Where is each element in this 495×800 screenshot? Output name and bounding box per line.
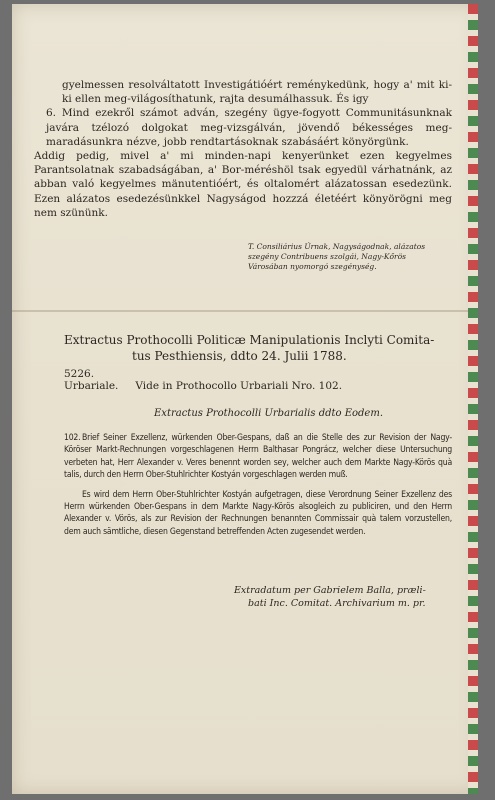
sub-extract-title: Extractus Prothocolli Urbarialis ddto Eodem.: [154, 408, 384, 419]
paragraph-number: 102.: [64, 433, 81, 443]
extract-heading: [64, 332, 456, 364]
upper-text-block: [34, 78, 452, 220]
heading-line-1: Extractus Prothocolli Politicæ Manipulationis Inclyti Comita-: [64, 333, 435, 347]
paragraph-6-text: Mind ezekről számot adván, szegény ügye-fogyott Communitásunknak javára tzélozó dolgokat meg-vizsgálván, jövendő békességes meg-maradásunkra nézve, jobb rendtartásoknak szabásáért könyörgünk.: [46, 107, 452, 148]
reference-text: Vide in Prothocollo Urbariali Nro. 102.: [135, 380, 343, 392]
paragraph-102-text: Brief Seiner Exzellenz, würkenden Ober-Gespans, daß an die Stelle des zur Revision der Nagy-Köröser Markt-Rechnungen vorgeschlagenen Herrn Balthasar Pongrácz, welcher diese Untersuchung verbeten hat, Herr Alexander v. Veres benennt worden sey, welcher auch dem Markte Nagy-Körös quà talis, durch den Herrn Ober-Stuhlrichter Kostyán vorgeschlagen werden muß.: [64, 433, 452, 481]
paragraph-6: [46, 106, 452, 149]
closing-line-2: bati Inc. Comitat. Archivarium m. pr.: [248, 598, 426, 609]
signoff-note: T. Consiliárius Úrnak, Nagyságodnak, alázatos szegény Contribuens szolgái, Nagy-Kőrös Városában nyomorgó szegénység.: [248, 242, 426, 271]
reference-number: 5226. Urbariale.: [64, 368, 119, 392]
german-text-block: [64, 432, 452, 545]
paragraph-102: [64, 432, 452, 482]
paragraph-number: 6.: [46, 107, 57, 120]
closing-attestation: [234, 584, 454, 610]
fold-crease: [12, 310, 468, 312]
document-page: [12, 4, 478, 794]
binding-ribbon: [468, 4, 478, 794]
reference-line: [64, 368, 342, 392]
paragraph-continuation: gyelmessen resolváltatott Investigátióért reménykedünk, hogy a' mit ki-ki ellen meg-világosíthatunk, rajta desumálhassuk. És igy: [62, 79, 452, 106]
closing-line-1: Extradatum per Gabrielem Balla, præli-: [234, 585, 426, 596]
paragraph-order: Es wird dem Herrn Ober-Stuhlrichter Kostyán aufgetragen, diese Verordnung Seiner Exzellenz des Herrn würkenden Ober-Gespans in dem Markte Nagy-Körös alsogleich zu publiciren, und den Herrn Alexander v. Vörös, als zur Revision der Rechnungen benannten Commissair quà talem vorzustellen, dem auch sämtliche, diesen Gegenstand betreffenden Acten zugesendet werden.: [64, 489, 452, 537]
paragraph-addig: Addig pedig, mivel a' mi minden-napi kenyerünket ezen kegyelmes Parantsolatnak szabadságában, a' Bor-méréshöl tsak egyedül várhatnánk, az abban való kegyelmes mänutentióért, és oltalomért alázatossan esedezünk. Ezen alázatos esedezésünkkel Nagyságod hozzzá életéért könyörögni meg nem szününk.: [34, 150, 452, 219]
heading-line-2: tus Pesthiensis, ddto 24. Julii 1788.: [132, 349, 347, 363]
